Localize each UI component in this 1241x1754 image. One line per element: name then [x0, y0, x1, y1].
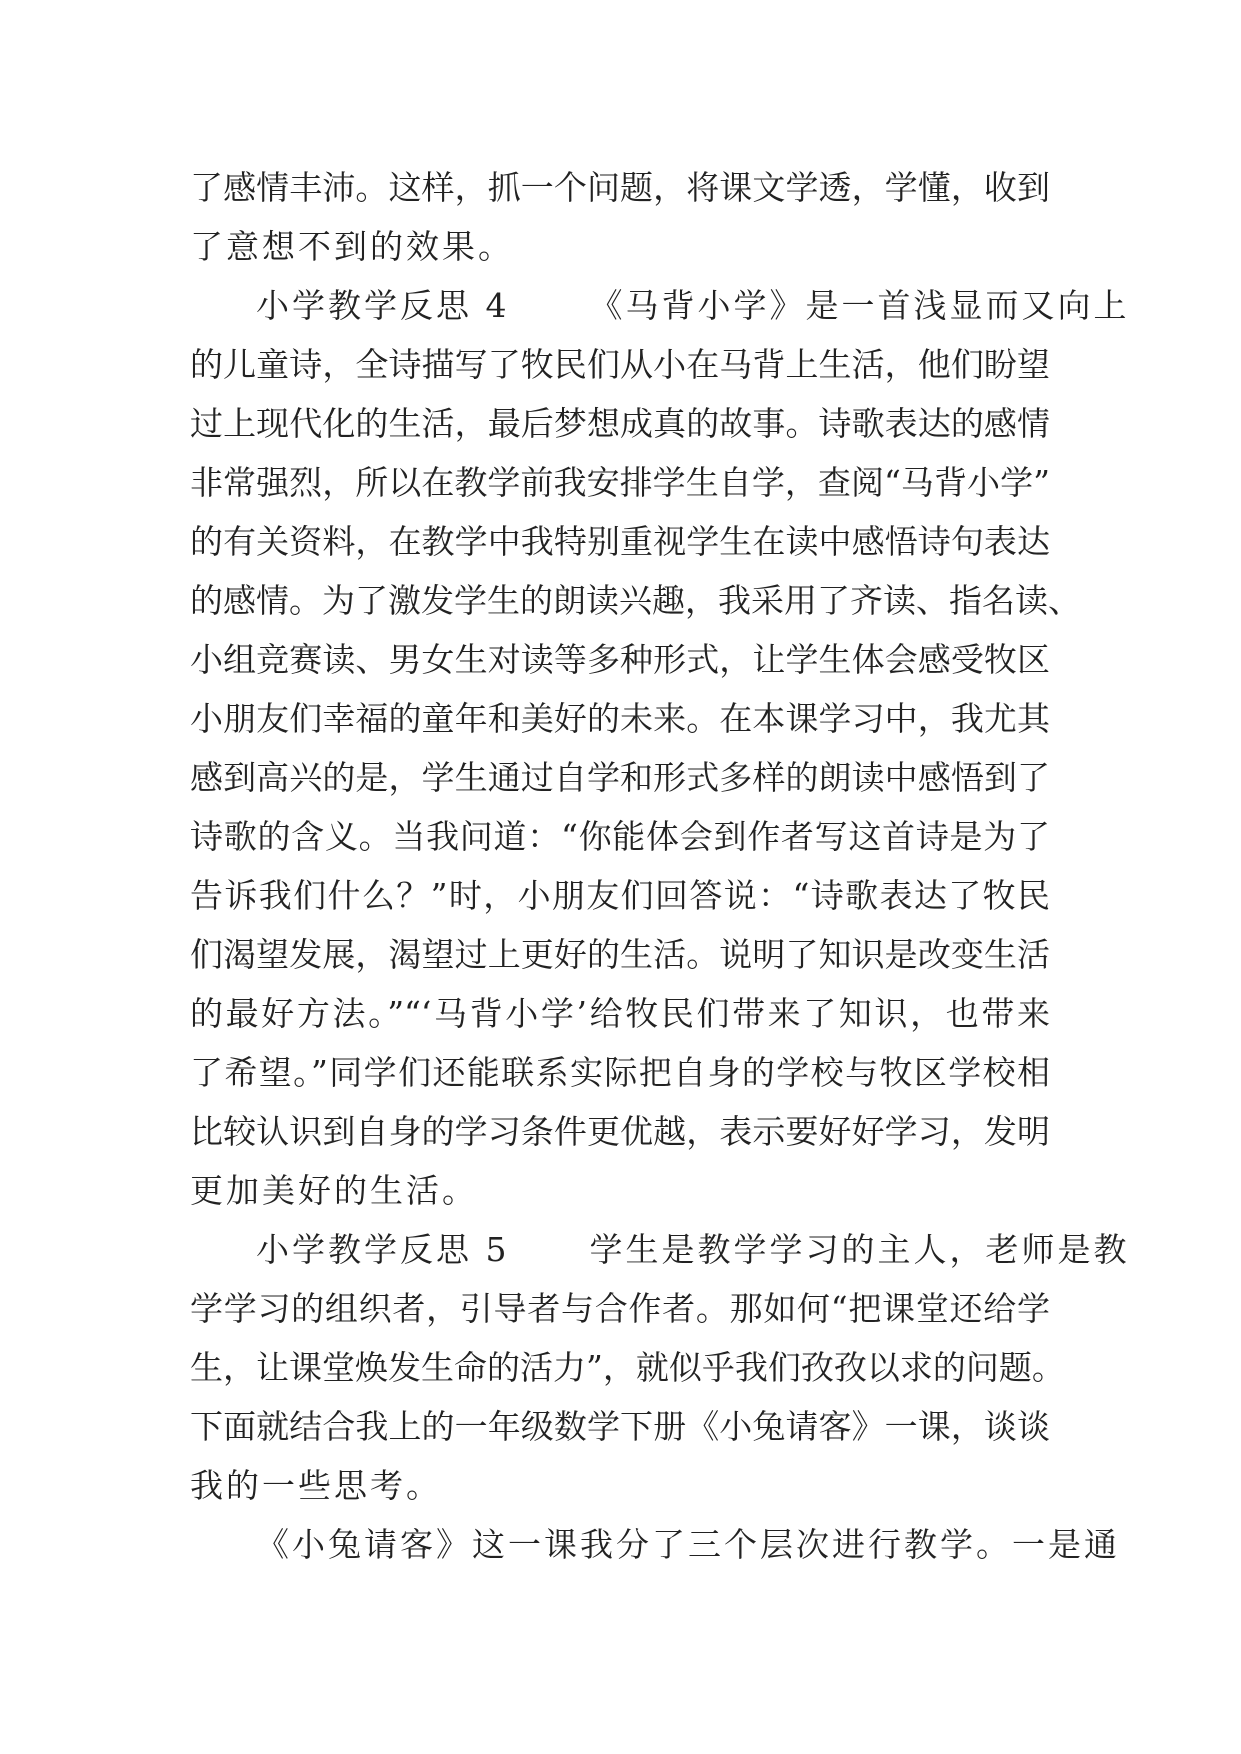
text-line: 感到高兴的是，学生通过自学和形式多样的朗读中感悟到了	[190, 758, 1050, 797]
text-line: 生，让课堂焕发生命的活力”，就似乎我们孜孜以求的问题。	[190, 1348, 1065, 1387]
text-line: 了感情丰沛。这样，抓一个问题，将课文学透，学懂，收到	[190, 168, 1050, 207]
text-line: 比较认识到自身的学习条件更优越，表示要好好学习，发明	[190, 1112, 1050, 1151]
text-line: 学学习的组织者，引导者与合作者。那如何“把课堂还给学	[190, 1289, 1050, 1328]
text-line: 了意想不到的效果。	[190, 227, 514, 266]
text-line: 《小兔请客》这一课我分了三个层次进行教学。一是通	[256, 1525, 1120, 1564]
document-body	[190, 158, 1130, 1574]
text-line: 诗歌的含义。当我问道：“你能体会到作者写这首诗是为了	[190, 817, 1050, 856]
text-line: 的最好方法。”“‘马背小学’给牧民们带来了知识，也带来	[190, 994, 1050, 1033]
section-5-first-line: 学生是教学学习的主人，老师是教	[589, 1230, 1130, 1269]
section-5-heading-line	[190, 1220, 1130, 1279]
section-5-heading: 小学教学反思 5	[256, 1230, 510, 1269]
text-line: 非常强烈，所以在教学前我安排学生自学，查阅“马背小学”	[190, 463, 1050, 502]
text-line: 的感情。为了激发学生的朗读兴趣，我采用了齐读、指名读、	[190, 581, 1081, 620]
text-line: 们渴望发展，渴望过上更好的生活。说明了知识是改变生活	[190, 935, 1050, 974]
text-line: 了希望。”同学们还能联系实际把自身的学校与牧区学校相	[190, 1053, 1050, 1092]
text-line: 小朋友们幸福的童年和美好的未来。在本课学习中，我尤其	[190, 699, 1050, 738]
text-line: 的儿童诗，全诗描写了牧民们从小在马背上生活，他们盼望	[190, 345, 1050, 384]
text-line: 我的一些思考。	[190, 1466, 442, 1505]
text-line: 更加美好的生活。	[190, 1171, 478, 1210]
section-4-first-line: 《马背小学》是一首浅显而又向上	[589, 286, 1130, 325]
text-line: 小组竞赛读、男女生对读等多种形式，让学生体会感受牧区	[190, 640, 1050, 679]
text-line: 的有关资料，在教学中我特别重视学生在读中感悟诗句表达	[190, 522, 1050, 561]
text-line: 过上现代化的生活，最后梦想成真的故事。诗歌表达的感情	[190, 404, 1050, 443]
text-line: 告诉我们什么？”时，小朋友们回答说：“诗歌表达了牧民	[190, 876, 1050, 915]
section-4-heading: 小学教学反思 4	[256, 286, 510, 325]
section-4-heading-line	[190, 276, 1130, 335]
text-line: 下面就结合我上的一年级数学下册《小兔请客》一课，谈谈	[190, 1407, 1050, 1446]
